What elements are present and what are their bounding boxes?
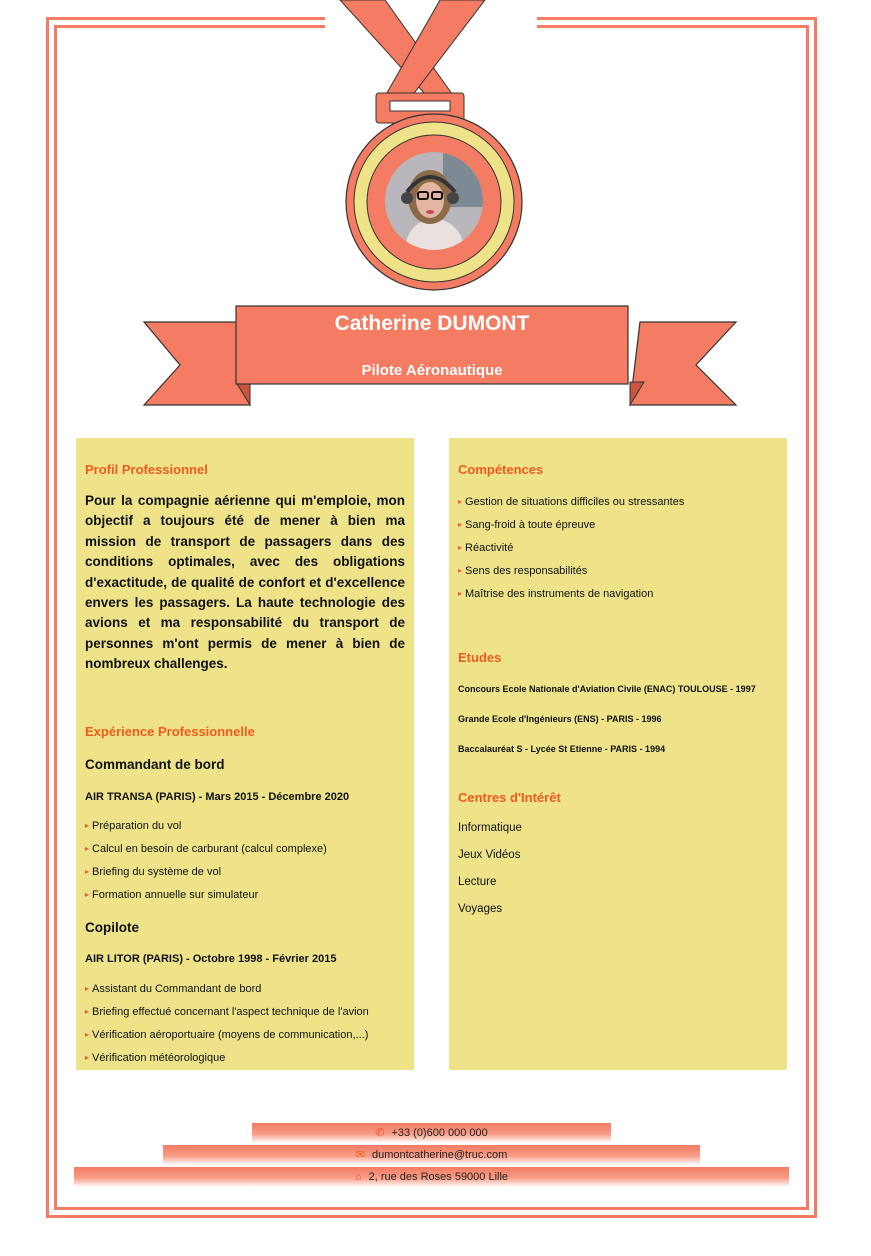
home-icon: ⌂: [354, 1171, 362, 1183]
list-item: Grande Ecole d'Ingénieurs (ENS) - PARIS - 1996: [458, 714, 662, 724]
job-2-tasks: [85, 978, 405, 1070]
list-item: ▸ Gestion de situations difficiles ou stressantes: [458, 491, 778, 514]
studies-list: [458, 684, 778, 754]
profile-text: Pour la compagnie aérienne qui m'emploie, mon objectif a toujours été de mener à bien ma mission de transport de passagers dans des conditions optimales, avec des obligations d'exactitude, de qualité de confort et d'excellence envers les passagers. La haute technologie des avions et ma responsabilité du transport de personnes m'ont permis de mener à bien de nombreux challenges.: [85, 493, 405, 672]
list-item: ▸ Sens des responsabilités: [458, 560, 778, 583]
profile-photo: [385, 152, 483, 250]
phone-icon: ✆: [375, 1127, 385, 1139]
job-2-company: AIR LITOR (PARIS) - Octobre 1998 - Février 2015: [85, 952, 337, 965]
list-item: ▸ Calcul en besoin de carburant (calcul complexe): [85, 838, 405, 861]
list-item: ▸ Préparation du vol: [85, 815, 405, 838]
contact-address: [74, 1167, 789, 1187]
list-item: Baccalauréat S - Lycée St Etienne - PARIS - 1994: [458, 744, 666, 754]
list-item: ▸ Vérification météorologique: [85, 1047, 405, 1070]
list-item: ▸ Briefing effectué concernant l'aspect technique de l'avion: [85, 1001, 405, 1024]
address-text: 2, rue des Roses 59000 Lille: [368, 1171, 509, 1183]
experience-heading: Expérience Professionnelle: [85, 723, 255, 739]
envelope-icon: ✉: [355, 1149, 365, 1161]
job-1-company: AIR TRANSA (PARIS) - Mars 2015 - Décembre 2020: [85, 790, 350, 803]
list-item: ▸ Assistant du Commandant de bord: [85, 978, 405, 1001]
right-column: [449, 438, 787, 1070]
phone-text[interactable]: +33 (0)600 000 000: [391, 1127, 488, 1139]
job-2-title: Copilote: [85, 919, 139, 935]
skills-heading: Compétences: [458, 462, 544, 477]
interests-heading: Centres d'Intérêt: [458, 790, 561, 805]
list-item: Voyages: [458, 903, 503, 915]
job-title: Pilote Aéronautique: [361, 362, 503, 379]
list-item: Jeux Vidéos: [458, 849, 521, 861]
list-item: Concours Ecole Nationale d'Aviation Civile (ENAC) TOULOUSE - 1997: [458, 684, 756, 694]
contact-phone: [252, 1123, 611, 1143]
avatar: [385, 152, 483, 250]
email-link[interactable]: dumontcatherine@truc.com: [371, 1149, 508, 1161]
profile-heading: Profil Professionnel: [85, 462, 208, 477]
list-item: ▸ Sang-froid à toute épreuve: [458, 514, 778, 537]
job-1-title: Commandant de bord: [85, 756, 225, 772]
list-item: ▸ Réactivité: [458, 537, 778, 560]
list-item: Informatique: [458, 822, 522, 834]
list-item: ▸ Briefing du système de vol: [85, 861, 405, 884]
list-item: ▸ Vérification aéroportuaire (moyens de communication,...): [85, 1024, 405, 1047]
list-item: Lecture: [458, 876, 497, 888]
job-1-tasks: [85, 815, 405, 907]
interests-list: [458, 822, 778, 915]
skills-list: [458, 491, 778, 606]
list-item: ▸ Formation annuelle sur simulateur: [85, 884, 405, 907]
list-item: ▸ Maîtrise des instruments de navigation: [458, 583, 778, 606]
left-column: [76, 438, 414, 1070]
candidate-name: Catherine DUMONT: [334, 312, 530, 335]
studies-heading: Etudes: [458, 650, 502, 665]
contact-email: [163, 1145, 700, 1165]
